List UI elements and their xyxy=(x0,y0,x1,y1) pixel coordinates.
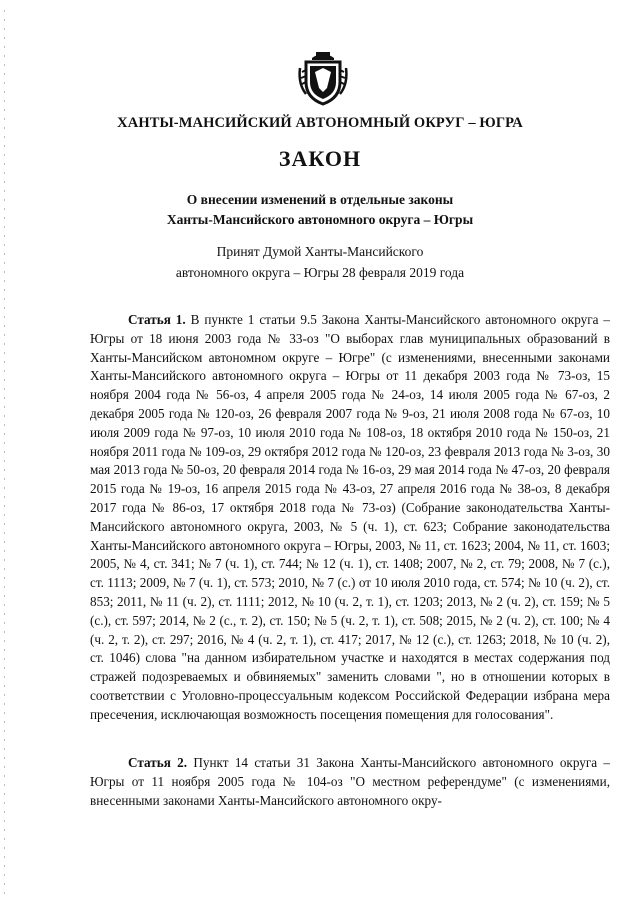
document-type-heading: ЗАКОН xyxy=(278,146,362,171)
scan-edge xyxy=(4,10,5,900)
adoption-note xyxy=(0,241,640,283)
region-title: ХАНТЫ-МАНСИЙСКИЙ АВТОНОМНЫЙ ОКРУГ – ЮГРА xyxy=(117,115,523,131)
article-2 xyxy=(90,754,610,810)
subject-line-1: О внесении изменений в отдельные законы xyxy=(186,192,454,207)
article-2-text: Пункт 14 статьи 31 Закона Ханты-Мансийского автономного округа – Югры от 11 ноября 2005 года № 104-оз "О местном референдуме" (с изменениями, внесенными законами Ханты-Мансийского автономного окру- xyxy=(90,755,610,808)
article-1-text: В пункте 1 статьи 9.5 Закона Ханты-Мансийского автономного округа – Югры от 18 июня 2003 года № 33-оз "О выборах глав муниципальных образований в Ханты-Мансийском автономном округе – Югре" (с изменениями, внесенными законами Ханты-Мансийского автономного округа – Югры от 11 декабря 2003 года № 73-оз, 15 ноября 2004 года № 56-оз, 4 апреля 2005 года № 24-оз, 14 июля 2005 года № 67-оз, 2 декабря 2005 года № 120-оз, 26 февраля 2007 года № 9-оз, 21 июля 2008 года № 67-оз, 10 июля 2009 года № 97-оз, 10 июля 2010 года № 108-оз, 18 октября 2010 года № 150-оз, 21 ноября 2011 года № 109-оз, 29 октября 2012 года № 120-оз, 23 февраля 2013 года № 3-оз, 30 мая 2013 года № 50-оз, 20 февраля 2014 года № 16-оз, 29 мая 2014 года № 47-оз, 20 февраля 2015 года № 19-оз, 16 апреля 2015 года № 43-оз, 27 апреля 2016 года № 38-оз, 8 декабря 2017 года № 86-оз, 17 октября 2018 года № 73-оз) (Собрание законодательства Ханты-Мансийского автономного округа, 2003, № 5 (ч. 1), ст. 623; Собрание законодательства Ханты-Мансийского автономного округа – Югры, 2003, № 11, ст. 1623; 2004, № 11, ст. 1603; 2005, № 4, ст. 341; № 7 (ч. 1), ст. 744; № 12 (ч. 1), ст. 1408; 2007, № 2, ст. 79; 2008, № 7 (с.), ст. 1113; 2009, № 7 (ч. 1), ст. 573; 2010, № 7 (с.) от 10 июля 2010 года, ст. 574; № 10 (ч. 2), ст. 853; 2011, № 11 (ч. 2), ст. 1111; 2012, № 10 (ч. 2, т. 1), ст. 1203; 2013, № 2 (ч. 2), ст. 159; № 5 (с.), ст. 597; 2014, № 2 (с., т. 2), ст. 150; № 5 (ч. 2, т. 1), ст. 508; 2015, № 2 (ч. 2), ст. 100; № 4 (ч. 2, т. 2), ст. 297; 2016, № 4 (ч. 2, т. 1), ст. 417; 2017, № 12 (с.), ст. 1263; 2018, № 10 (ч. 2), ст. 1046) слова "на данном избирательном участке и находятся в местах содержания под стражей подозреваемых и обвиняемых" заменить словами ", но в отношении которых в соответствии с Уголовно-процессуальным кодексом Российской Федерации избрана мера пресечения, исключающая возможность посещения помещения для голосования". xyxy=(90,312,611,722)
article-1-label: Статья 1. xyxy=(128,312,191,327)
article-2-label: Статья 2. xyxy=(128,755,194,770)
adoption-line-2: автономного округа – Югры 28 февраля 2019 года xyxy=(175,265,465,280)
adoption-line-1: Принят Думой Ханты-Мансийского xyxy=(216,244,424,259)
article-1 xyxy=(90,311,610,725)
subject-line-2: Ханты-Мансийского автономного округа – Югры xyxy=(166,212,474,227)
coat-of-arms-icon xyxy=(298,48,348,106)
law-subject xyxy=(0,190,640,230)
